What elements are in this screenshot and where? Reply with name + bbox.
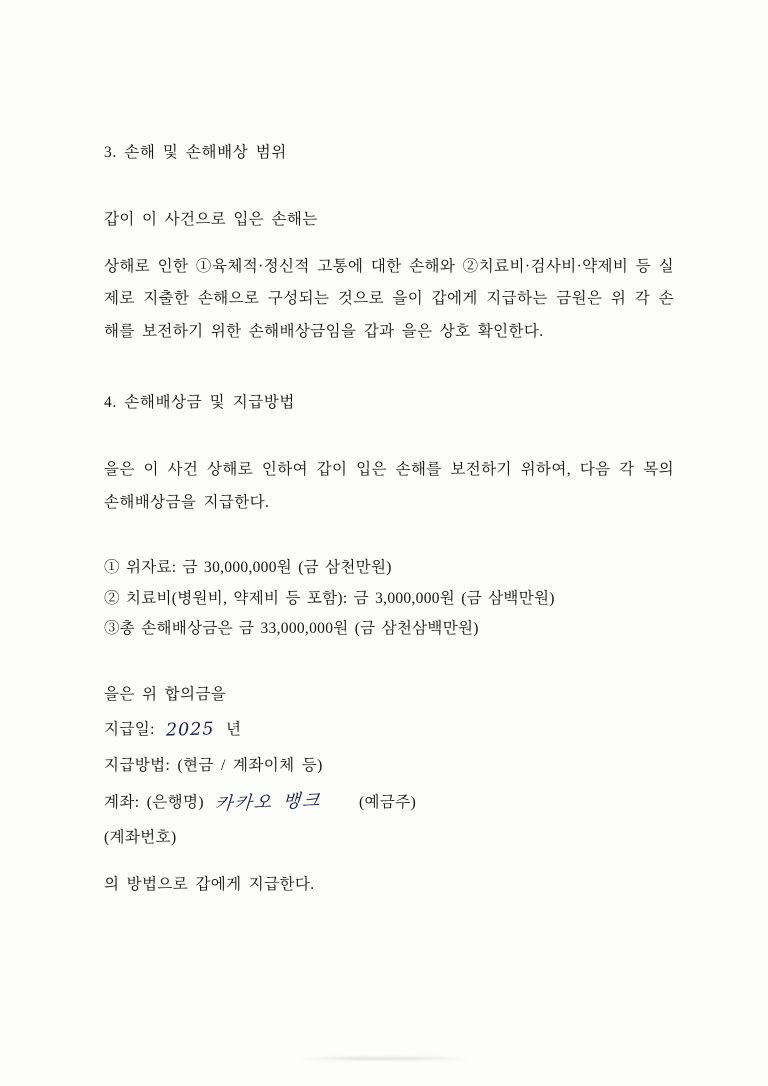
spacer bbox=[104, 644, 674, 678]
payment-date-row bbox=[104, 711, 674, 749]
payment-block bbox=[104, 678, 674, 902]
payment-account-label: 계좌: (은행명) bbox=[104, 794, 204, 812]
section-3-lead: 갑이 이 사건으로 입은 손해는 bbox=[104, 211, 318, 228]
page-footer-smudge bbox=[300, 1057, 470, 1060]
list-item: ③총 손해배상금은 금 33,000,000원 (금 삼천삼백만원) bbox=[104, 619, 479, 637]
section-4-body: 을은 이 사건 상해로 인하여 갑이 입은 손해를 보전하기 위하여, 다음 각 목의 손해배상금을 지급한다. bbox=[104, 461, 674, 511]
spacer bbox=[104, 519, 674, 553]
list-item: ② 치료비(병원비, 약제비 등 포함): 금 3,000,000원 (금 삼백만원) bbox=[104, 589, 555, 607]
payment-closing: 의 방법으로 갑에게 지급한다. bbox=[104, 876, 315, 894]
payment-date-value-handwritten: 2025 bbox=[165, 719, 215, 741]
payment-bank-name-handwritten: 카카오 뱅크 bbox=[214, 790, 323, 815]
payment-account-number-label: (계좌번호) bbox=[104, 828, 177, 846]
spacer bbox=[104, 348, 674, 390]
damages-item-list bbox=[104, 553, 674, 644]
spacer bbox=[104, 237, 674, 251]
payment-method-label: 지급방법: (현금 / 계좌이체 등) bbox=[104, 756, 323, 774]
spacer bbox=[104, 854, 674, 868]
payment-intro: 을은 위 합의금을 bbox=[104, 685, 227, 703]
document-content bbox=[104, 140, 674, 902]
payment-account-holder-label: (예금주) bbox=[359, 794, 417, 812]
payment-date-suffix: 년 bbox=[225, 721, 242, 739]
section-3-body: 상해로 인한 ①육체적·정신적 고통에 대한 손해와 ②치료비·검사비·약제비 등 실제로 지출한 손해으로 구성되는 것으로 을이 갑에게 지급하는 금원은 위 각 손해를 보전하기 위한 손해배상금임을 갑과 을은 상호 확인한다. bbox=[104, 257, 674, 340]
list-item: ① 위자료: 금 30,000,000원 (금 삼천만원) bbox=[104, 559, 392, 577]
section-3-heading: 3. 손해 및 손해배상 범위 bbox=[104, 144, 287, 161]
spacer bbox=[104, 162, 674, 204]
payment-account-row bbox=[104, 782, 674, 821]
spacer bbox=[104, 412, 674, 454]
payment-date-label: 지급일: bbox=[104, 721, 155, 739]
section-4-heading: 4. 손해배상금 및 지급방법 bbox=[104, 394, 295, 412]
